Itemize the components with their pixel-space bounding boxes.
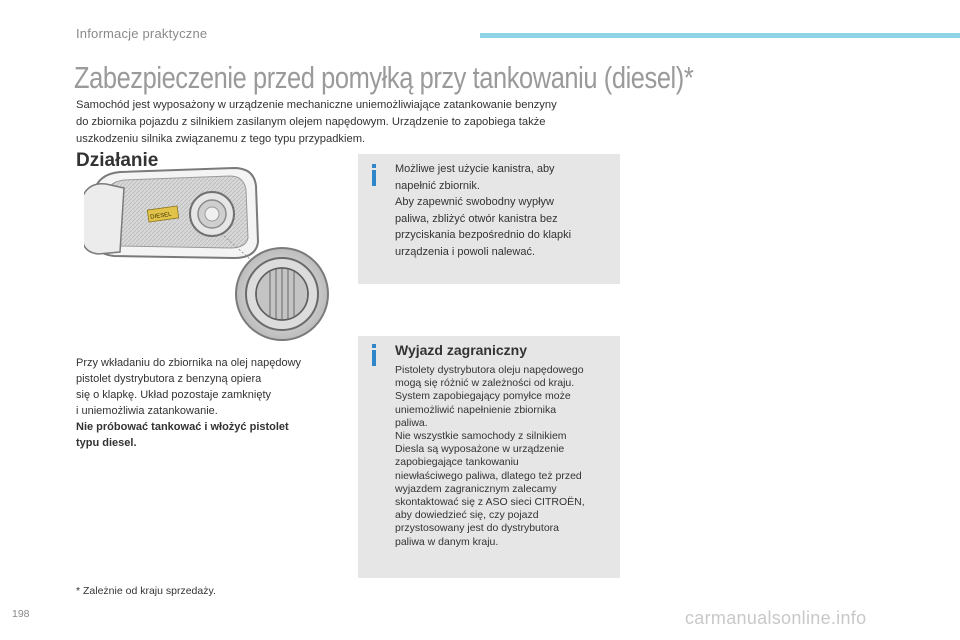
body-warning-line: Nie próbować tankować i włożyć pistolet — [76, 421, 289, 433]
filler-flap — [84, 184, 124, 254]
watermark: carmanualsonline.info — [685, 608, 867, 628]
body-paragraph — [76, 355, 346, 451]
info-line: przystosowany jest do dystrybutora — [395, 522, 559, 535]
info-line: napełnić zbiornik. — [395, 179, 480, 192]
info-line: skontaktować się z ASO sieci CITROËN, — [395, 496, 585, 509]
intro-line: do zbiornika pojazdu z silnikiem zasilanym olejem napędowym. Urządzenie to zapobiega także — [76, 116, 546, 128]
info-line: mogą się różnić w zależności od kraju. — [395, 377, 575, 390]
header-accent-bar — [480, 33, 960, 38]
info-line: paliwa. — [395, 416, 428, 429]
info-icon — [372, 344, 376, 366]
info-line: przyciskania bezpośrednio do klapki — [395, 229, 572, 241]
body-line: pistolet dystrybutora z benzyną opiera — [76, 373, 262, 385]
info-line: aby dowiedzieć się, czy pojazd — [395, 509, 539, 522]
info-box-text — [395, 364, 617, 549]
intro-line: uszkodzeniu silnika związanemu z tego typu przypadkiem. — [76, 133, 366, 145]
info-line: urządzenia i powoli nalewać. — [395, 245, 536, 258]
info-line: paliwa w danym kraju. — [395, 535, 499, 548]
body-line: Przy wkładaniu do zbiornika na olej napędowy — [76, 357, 302, 369]
info-line: Diesla są wyposażone w urządzenie — [395, 443, 565, 456]
info-box-text — [395, 161, 615, 260]
info-line: Aby zapewnić swobodny wypływ — [395, 196, 554, 208]
page-number: 198 — [12, 608, 30, 620]
page-title: Zabezpieczenie przed pomyłką przy tankowaniu (diesel)* — [74, 60, 694, 95]
info-box-heading: Wyjazd zagraniczny — [395, 342, 528, 358]
info-line: uniemożliwić napełnienie zbiornika — [395, 403, 557, 416]
info-line: paliwa, zbliżyć otwór kanistra bez — [395, 212, 558, 225]
info-line: Możliwe jest użycie kanistra, aby — [395, 163, 555, 175]
intro-line: Samochód jest wyposażony w urządzenie mechaniczne uniemożliwiające zatankowanie benzyny — [76, 99, 557, 111]
info-line: Pistolety dystrybutora oleju napędowego — [395, 364, 584, 376]
body-warning-line: typu diesel. — [76, 437, 137, 449]
info-line: Nie wszystkie samochody z silnikiem — [395, 430, 567, 443]
info-line: wyjazdem zagranicznym zalecamy — [395, 482, 557, 495]
info-line: niewłaściwego paliwa, dlatego też przed — [395, 469, 582, 482]
info-line: zapobiegające tankowaniu — [395, 456, 519, 469]
info-box-canister — [358, 154, 620, 284]
svg-text:DIESEL: DIESEL — [149, 211, 172, 221]
info-line: System zapobiegający pomyłce może — [395, 390, 571, 403]
footnote: * Zależnie od kraju sprzedaży. — [76, 585, 216, 597]
section-heading: Działanie — [76, 150, 159, 171]
info-box-abroad — [358, 336, 620, 578]
info-icon — [372, 164, 376, 186]
header-section-label: Informacje praktyczne — [76, 26, 208, 41]
fuel-filler-illustration — [84, 162, 348, 344]
body-line: i uniemożliwia zatankowanie. — [76, 405, 218, 417]
body-line: się o klapkę. Układ pozostaje zamknięty — [76, 389, 272, 401]
intro-paragraph — [76, 97, 636, 148]
